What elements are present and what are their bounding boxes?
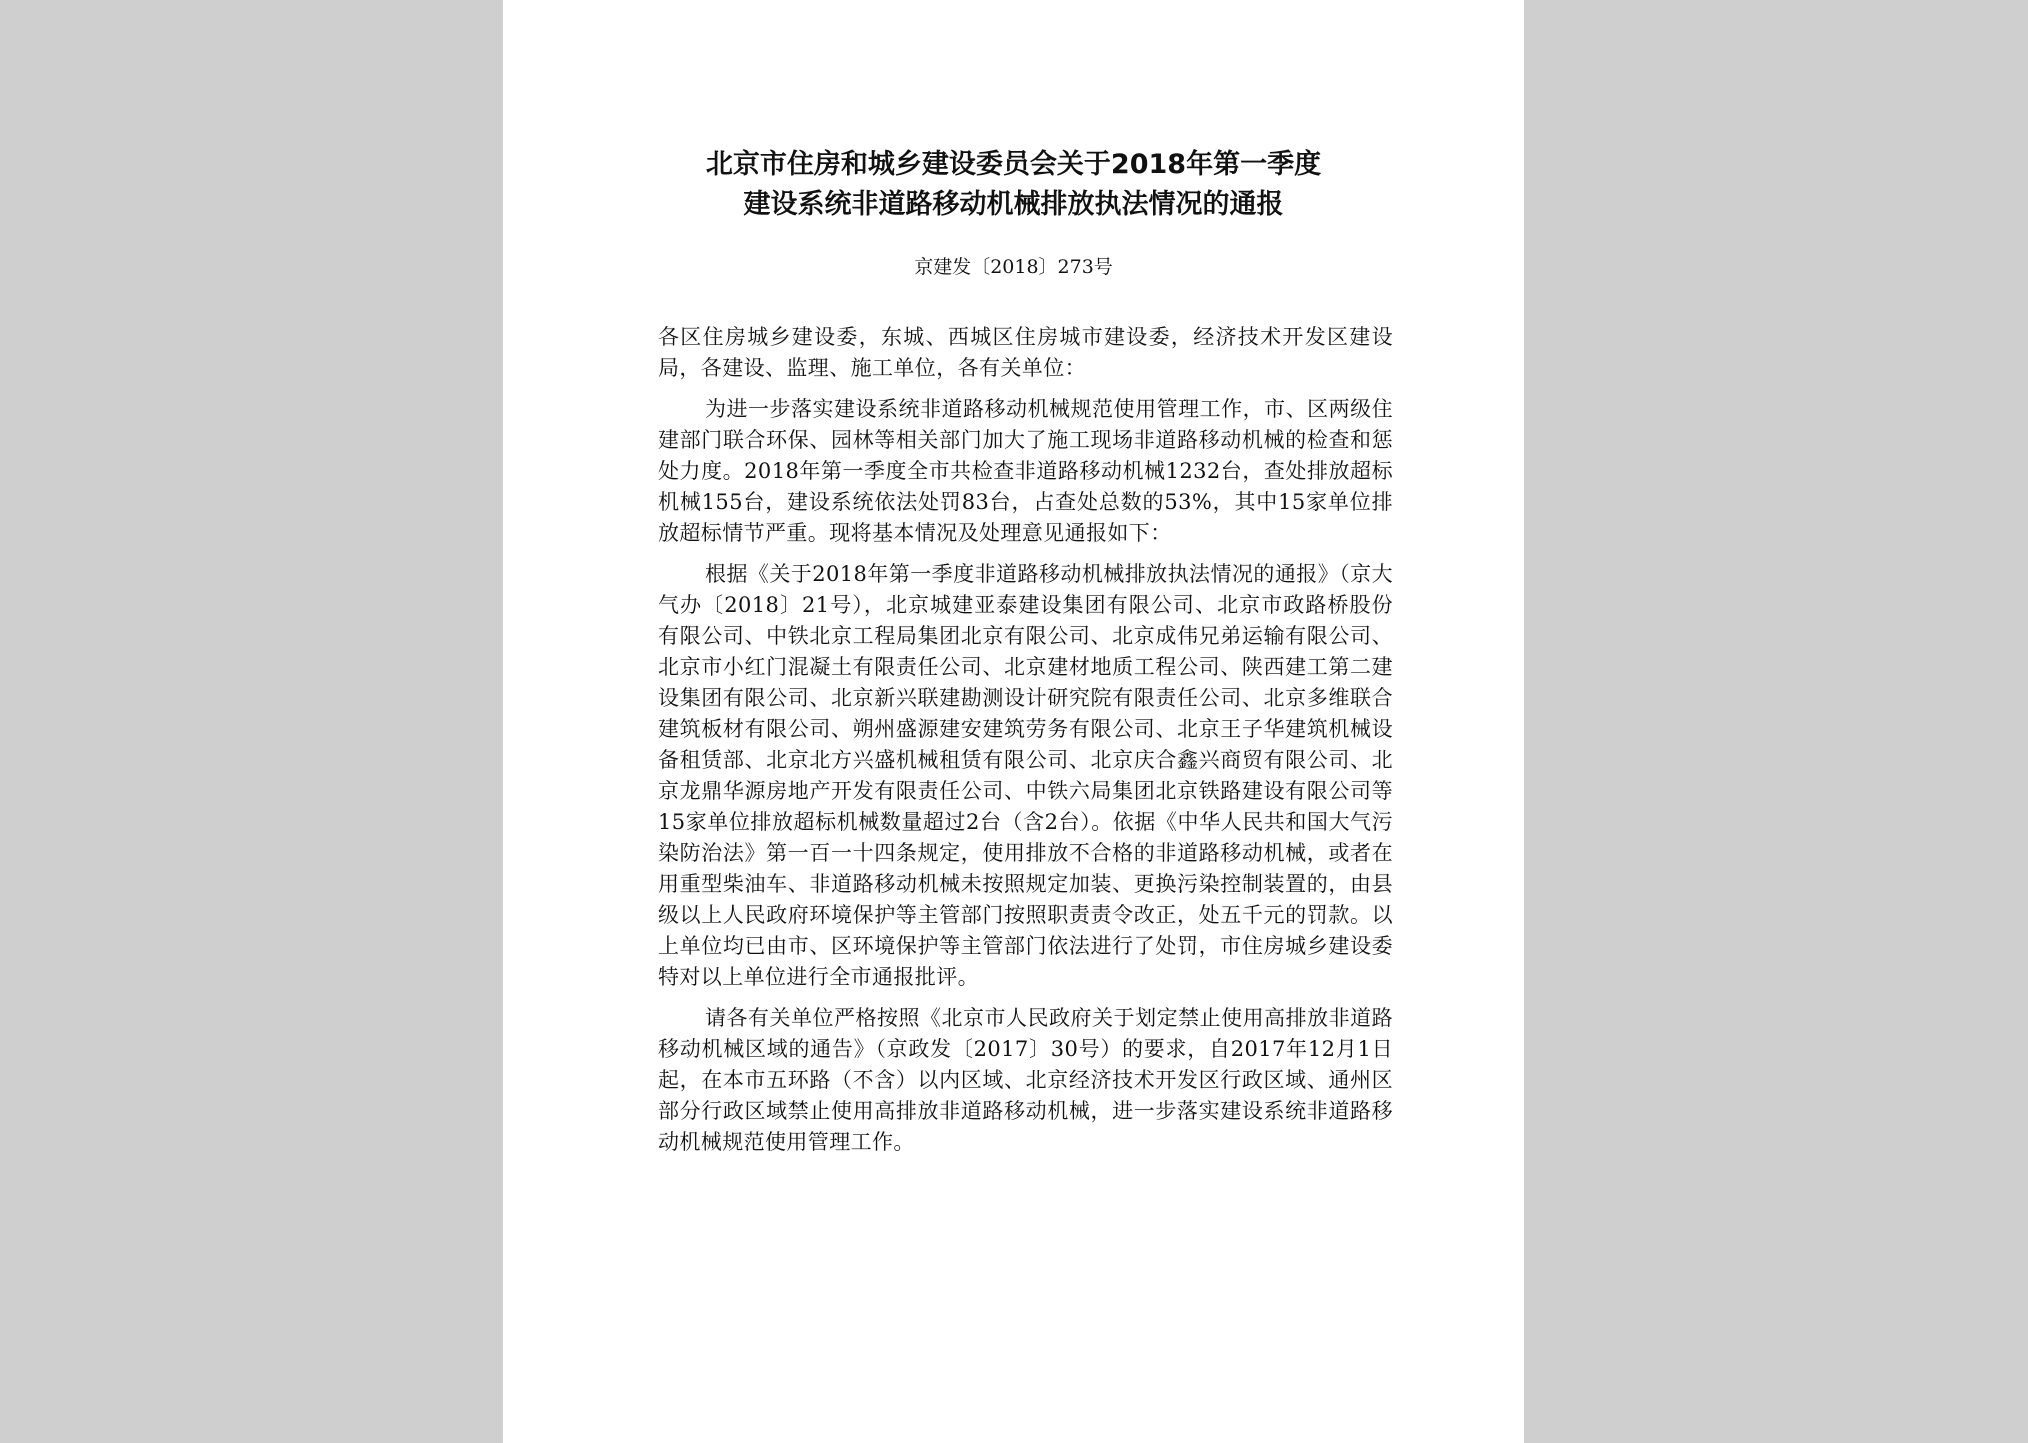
- document-number: 京建发〔2018〕273号: [914, 256, 1113, 278]
- body-paragraph-2: 根据《关于2018年第一季度非道路移动机械排放执法情况的通报》（京大气办〔2018〕21号），北京城建亚泰建设集团有限公司、北京市政路桥股份有限公司、中铁北京工程局集团北京有限公司、北京成伟兄弟运输有限公司、北京市小红门混凝土有限责任公司、北京建材地质工程公司、陕西建工第二建设集团有限公司、北京新兴联建勘测设计研究院有限责任公司、北京多维联合建筑板材有限公司、朔州盛源建安建筑劳务有限公司、北京王子华建筑机械设备租赁部、北京北方兴盛机械租赁有限公司、北京庆合鑫兴商贸有限公司、北京龙鼎华源房地产开发有限责任公司、中铁六局集团北京铁路建设有限公司等15家单位排放超标机械数量超过2台（含2台）。依据《中华人民共和国大气污染防治法》第一百一十四条规定，使用排放不合格的非道路移动机械，或者在用重型柴油车、非道路移动机械未按照规定加装、更换污染控制装置的，由县级以上人民政府环境保护等主管部门按照职责责令改正，处五千元的罚款。以上单位均已由市、区环境保护等主管部门依法进行了处罚，市住房城乡建设委特对以上单位进行全市通报批评。: [658, 562, 1393, 989]
- title-line-2: 建设系统非道路移动机械排放执法情况的通报: [743, 189, 1284, 220]
- title-line-1: 北京市住房和城乡建设委员会关于2018年第一季度: [705, 149, 1322, 180]
- body-paragraph-1: 为进一步落实建设系统非道路移动机械规范使用管理工作，市、区两级住建部门联合环保、园林等相关部门加大了施工现场非道路移动机械的检查和惩处力度。2018年第一季度全市共检查非道路移动机械1232台，查处排放超标机械155台，建设系统依法处罚83台，占查处总数的53%，其中15家单位排放超标情节严重。现将基本情况及处理意见通报如下：: [658, 397, 1393, 545]
- document-body: [658, 322, 1393, 1168]
- document-page: [503, 0, 1524, 1443]
- body-paragraph-3: 请各有关单位严格按照《北京市人民政府关于划定禁止使用高排放非道路移动机械区域的通告》（京政发〔2017〕30号）的要求，自2017年12月1日起，在本市五环路（不含）以内区域、北京经济技术开发区行政区域、通州区部分行政区域禁止使用高排放非道路移动机械，进一步落实建设系统非道路移动机械规范使用管理工作。: [658, 1006, 1393, 1154]
- addressee-paragraph: 各区住房城乡建设委，东城、西城区住房城市建设委，经济技术开发区建设局，各建设、监理、施工单位，各有关单位：: [658, 325, 1393, 380]
- document-title: [503, 145, 1524, 225]
